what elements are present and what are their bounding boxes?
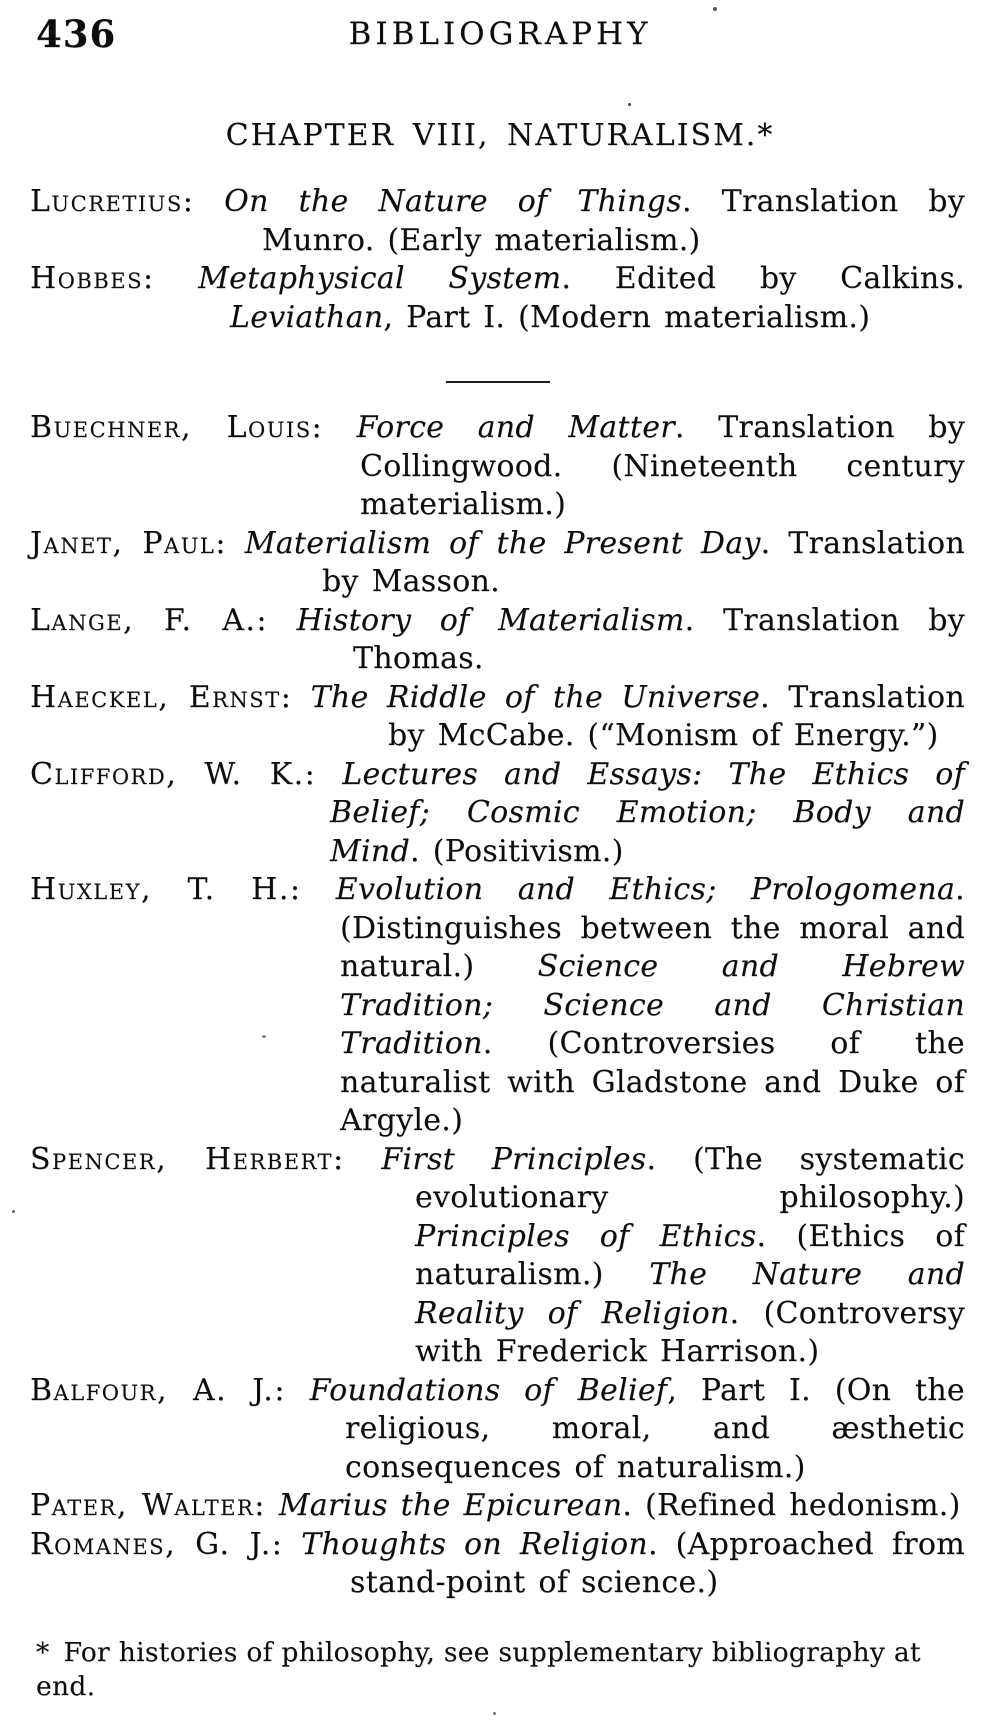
entry-title: Lectures and Essays: The Ethics of Belief; Cosmic Emotion; Body and Mind [316, 756, 965, 869]
entry-annotation: . Translation by Munro. (Early materialism.) [262, 184, 966, 258]
entry-author: Balfour, A. J.: [30, 1372, 286, 1408]
entry-title: Science and Hebrew Tradition; Science and Christian Tradition [340, 949, 965, 1061]
scan-speck [493, 1712, 496, 1715]
entry-annotation: . Translation by Thomas. [353, 602, 966, 676]
entry-title: Principles of Ethics [415, 1218, 757, 1254]
entry-annotation: . (Controversy with Frederick Harrison.) [415, 1295, 965, 1369]
bibliography-section-top [30, 183, 965, 337]
entry-title: Materialism of the Present Day [226, 525, 761, 561]
scan-speck [12, 1210, 15, 1213]
entry-author: Lange, F. A.: [30, 602, 269, 638]
footnote-asterisk: * [36, 1637, 50, 1668]
bibliography-entry [30, 409, 965, 525]
bibliography-entry [30, 679, 965, 756]
entry-title: Marius the Epicurean [265, 1488, 623, 1523]
entry-title: Leviathan [230, 299, 384, 335]
entry-author: Clifford, W. K.: [30, 756, 317, 792]
entry-author: Romanes, G. J.: [30, 1526, 284, 1562]
scan-speck [628, 103, 631, 106]
entry-annotation: . Translation by McCabe. (“Monism of Energy.”) [388, 679, 965, 753]
footnote [36, 1636, 940, 1704]
entry-title: Evolution and Ethics; Prologomena [301, 872, 956, 907]
bibliography-entry [30, 525, 965, 602]
bibliography-entry [30, 602, 965, 679]
chapter-heading: CHAPTER VIII, NATURALISM.* [225, 118, 775, 153]
entry-title: Thoughts on Religion [283, 1526, 648, 1562]
bibliography-entry [30, 1372, 965, 1488]
entry-author: Huxley, T. H.: [30, 872, 302, 907]
page-number: 436 [36, 12, 117, 56]
entry-annotation: . (Refined hedonism.) [622, 1488, 961, 1523]
entry-title: First Principles [344, 1141, 647, 1177]
entry-annotation: . Translation by Collingwood. (Nineteenth century materialism.) [360, 410, 966, 522]
running-head: BIBLIOGRAPHY [348, 16, 652, 52]
entry-author: Buechner, Louis: [30, 410, 324, 445]
bibliography-entry [30, 1487, 965, 1526]
entry-author: Pater, Walter: [30, 1488, 266, 1523]
bibliography-entry [30, 871, 965, 1141]
bibliography-entry [30, 183, 965, 260]
entry-title: The Nature and Reality of Religion [415, 1257, 965, 1331]
entry-title: Foundations of Belief [285, 1372, 668, 1408]
entry-title: Force and Matter [323, 410, 675, 445]
entry-annotation: . Edited by Calkins. [561, 261, 965, 296]
scan-speck [713, 7, 717, 11]
entry-author: Lucretius: [30, 184, 195, 219]
entry-author: Janet, Paul: [30, 525, 227, 561]
entry-annotation: . (The systematic evolutionary philosophy.) [415, 1141, 965, 1215]
entry-annotation: . (Distinguishes between the moral and natural.) [340, 872, 965, 984]
entry-annotation: , Part I. (On the religious, moral, and æsthetic consequences of naturalism.) [345, 1372, 965, 1485]
entry-author: Haeckel, Ernst: [30, 679, 293, 715]
scan-speck [262, 1035, 266, 1038]
entry-author: Hobbes: [30, 261, 155, 296]
bibliography-entry [30, 260, 965, 337]
bibliography-entry [30, 1526, 965, 1603]
entry-annotation: . (Controversies of the naturalist with Gladstone and Duke of Argyle.) [340, 1026, 965, 1138]
bibliography-section-main [30, 409, 965, 1603]
entry-title: Metaphysical System [154, 261, 562, 296]
entry-annotation: , Part I. (Modern materialism.) [383, 299, 871, 335]
bibliography-entry [30, 756, 965, 872]
entry-title: The Riddle of the Universe [292, 679, 761, 715]
entry-annotation: . (Positivism.) [410, 833, 624, 869]
footnote-text: For histories of philosophy, see supplementary bibliography at end. [36, 1637, 921, 1702]
entry-annotation: . (Ethics of naturalism.) [415, 1218, 965, 1292]
entry-author: Spencer, Herbert: [30, 1141, 345, 1177]
entry-annotation: . Translation by Masson. [322, 525, 965, 599]
entry-title: On the Nature of Things [194, 184, 682, 219]
bibliography-content [0, 183, 1000, 1603]
entry-annotation: . (Approached from stand-point of science.) [350, 1526, 966, 1600]
section-divider-rule [446, 381, 550, 383]
entry-title: History of Materialism [268, 602, 685, 638]
bibliography-entry [30, 1141, 965, 1372]
page-header [0, 0, 1000, 74]
